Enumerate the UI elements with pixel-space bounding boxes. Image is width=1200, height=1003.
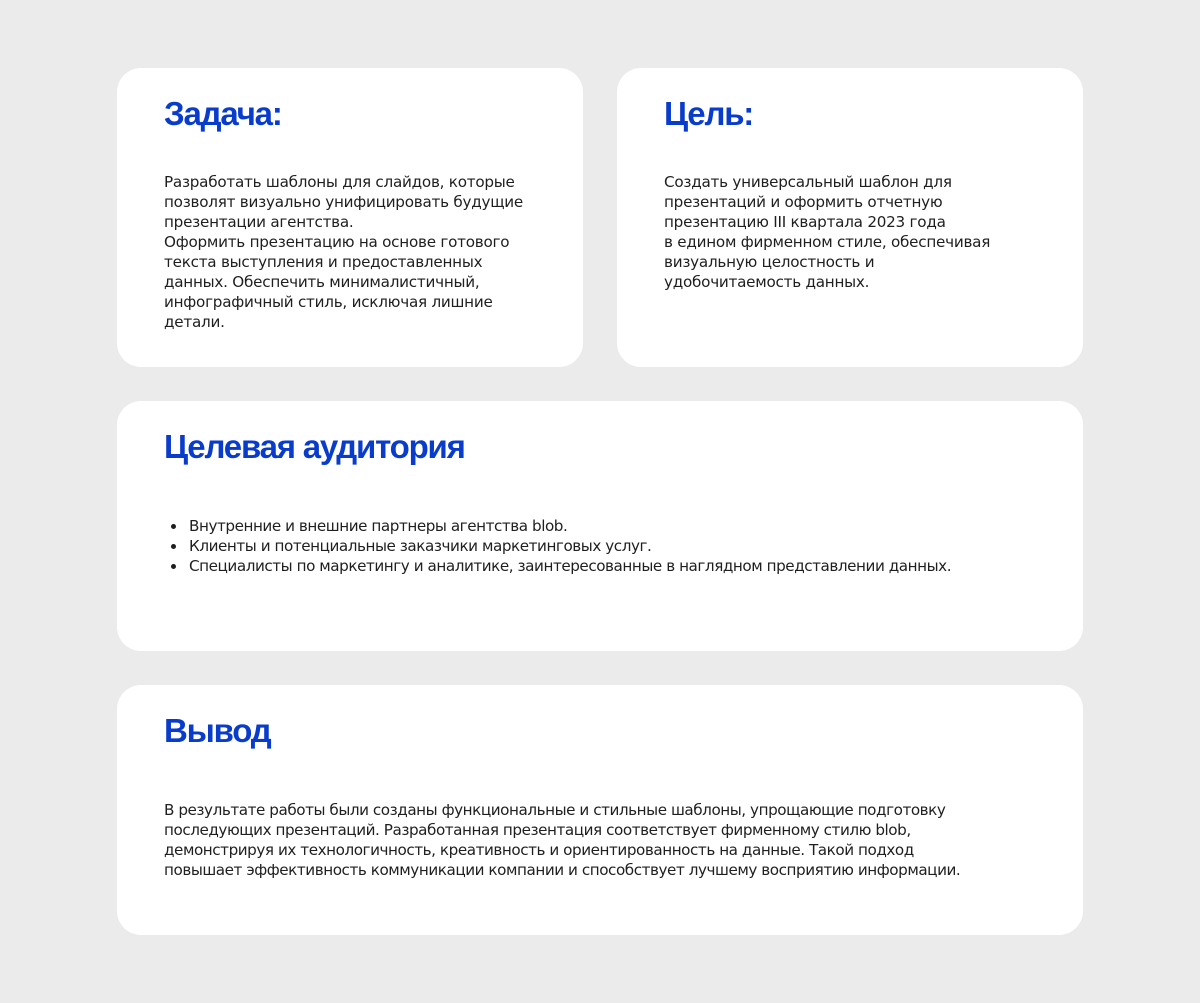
list-item xyxy=(164,516,951,536)
list-item xyxy=(164,536,951,556)
audience-list xyxy=(164,516,951,576)
bullet-icon xyxy=(171,564,176,569)
goal-line: Создать универсальный шаблон для xyxy=(664,173,952,191)
conclusion-line: демонстрируя их технологичность, креативность и ориентированность на данные. Такой подход xyxy=(164,841,914,859)
task-title: Задача: xyxy=(164,95,282,132)
conclusion-text xyxy=(164,800,1044,880)
conclusion-line: В результате работы были созданы функциональные и стильные шаблоны, упрощающие подготовку xyxy=(164,801,946,819)
list-item-text: Специалисты по маркетингу и аналитике, заинтересованные в наглядном представлении данных. xyxy=(189,557,952,575)
bullet-icon xyxy=(171,544,176,549)
list-item xyxy=(164,556,951,576)
task-line: детали. xyxy=(164,313,225,331)
audience-card xyxy=(117,401,1083,651)
goal-line: презентаций и оформить отчетную xyxy=(664,193,943,211)
goal-title: Цель: xyxy=(664,95,754,132)
task-line: Оформить презентацию на основе готового xyxy=(164,233,510,251)
task-line: инфографичный стиль, исключая лишние xyxy=(164,293,493,311)
conclusion-card xyxy=(117,685,1083,935)
goal-line: в едином фирменном стиле, обеспечивая xyxy=(664,233,991,251)
goal-description xyxy=(664,172,1064,292)
task-line: презентации агентства. xyxy=(164,213,354,231)
goal-card xyxy=(617,68,1083,367)
conclusion-title: Вывод xyxy=(164,712,271,749)
task-line: текста выступления и предоставленных xyxy=(164,253,483,271)
task-line: Разработать шаблоны для слайдов, которые xyxy=(164,173,515,191)
task-line: позволят визуально унифицировать будущие xyxy=(164,193,523,211)
goal-line: визуальную целостность и xyxy=(664,253,875,271)
goal-line: удобочитаемость данных. xyxy=(664,273,870,291)
audience-title: Целевая аудитория xyxy=(164,428,465,465)
task-card xyxy=(117,68,583,367)
list-item-text: Внутренние и внешние партнеры агентства blob. xyxy=(189,517,568,535)
goal-line: презентацию III квартала 2023 года xyxy=(664,213,946,231)
conclusion-line: повышает эффективность коммуникации компании и способствует лучшему восприятию информации. xyxy=(164,861,961,879)
task-line: данных. Обеспечить минималистичный, xyxy=(164,273,480,291)
list-item-text: Клиенты и потенциальные заказчики маркетинговых услуг. xyxy=(189,537,652,555)
conclusion-line: последующих презентаций. Разработанная презентация соответствует фирменному стилю blob, xyxy=(164,821,911,839)
task-description xyxy=(164,172,564,332)
bullet-icon xyxy=(171,524,176,529)
